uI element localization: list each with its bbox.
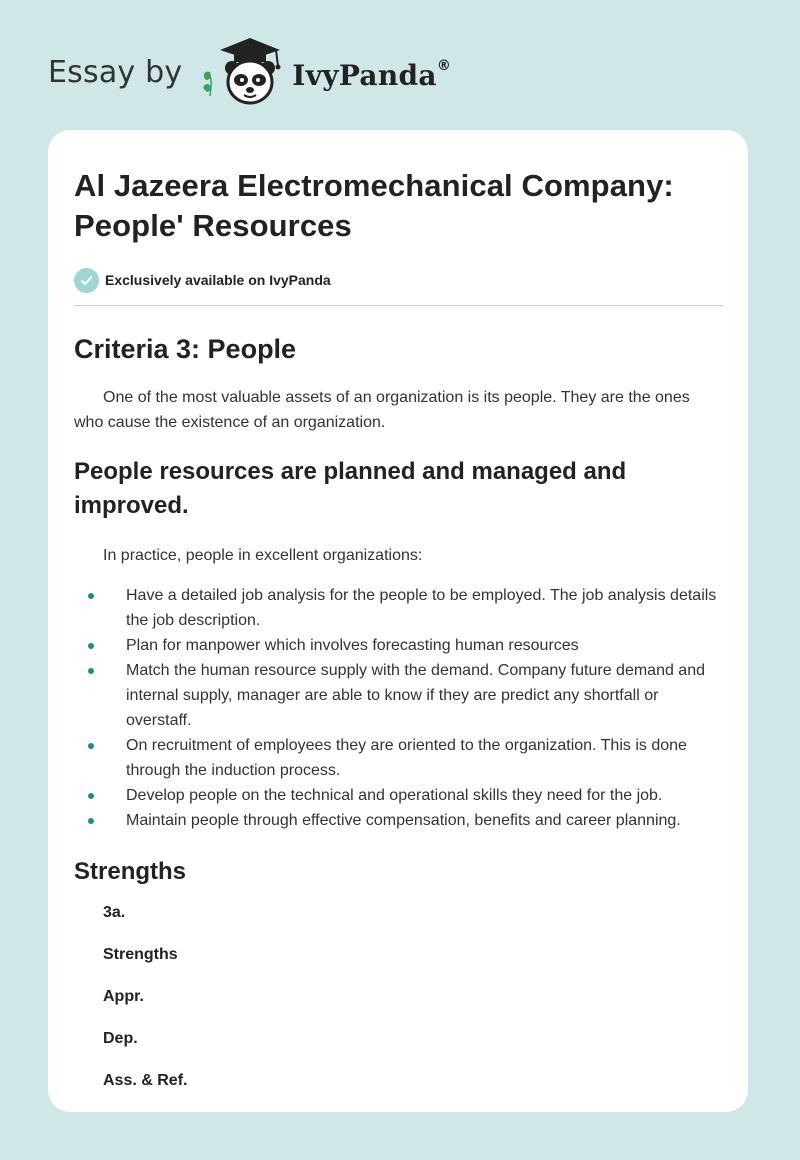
- strengths-heading: Strengths: [74, 858, 187, 885]
- ivypanda-logo-icon[interactable]: [198, 36, 290, 108]
- bullet-dot-icon: [88, 593, 94, 599]
- label-item: Strengths: [103, 946, 178, 963]
- practice-list: [74, 583, 723, 833]
- label-item: Appr.: [103, 988, 144, 1005]
- bullet-dot-icon: [88, 668, 94, 674]
- list-item: Have a detailed job analysis for the people to be employed. The job analysis details the job description.: [74, 583, 723, 633]
- exclusive-label: Exclusively available on IvyPanda: [105, 272, 331, 288]
- list-item: Match the human resource supply with the demand. Company future demand and internal supply, manager are able to know if they are predict any shortfall or overstaff.: [74, 658, 723, 733]
- essay-by-label: Essay by: [48, 54, 183, 90]
- essay-title: Al Jazeera Electromechanical Company: People' Resources: [74, 168, 674, 243]
- list-item: On recruitment of employees they are oriented to the organization. This is done through the induction process.: [74, 733, 723, 783]
- bullet-dot-icon: [88, 818, 94, 824]
- label-item: Dep.: [103, 1030, 138, 1047]
- site-header: [48, 36, 451, 108]
- ivypanda-brand[interactable]: IvyPanda®: [292, 58, 452, 92]
- bullet-dot-icon: [88, 643, 94, 649]
- bullet-dot-icon: [88, 743, 94, 749]
- bullet-dot-icon: [88, 793, 94, 799]
- exclusive-badge: [74, 267, 722, 293]
- list-item: Develop people on the technical and operational skills they need for the job.: [74, 783, 723, 808]
- check-icon: [74, 268, 99, 293]
- list-item: Maintain people through effective compensation, benefits and career planning.: [74, 808, 723, 833]
- section-heading: Criteria 3: People: [74, 334, 297, 364]
- label-item: Ass. & Ref.: [103, 1072, 188, 1089]
- intro-paragraph: One of the most valuable assets of an organization is its people. They are the ones who cause the existence of an organization.: [74, 389, 690, 431]
- strengths-labels: [74, 903, 722, 1113]
- subheading: People resources are planned and managed and improved.: [74, 458, 627, 519]
- practice-intro: In practice, people in excellent organizations:: [103, 547, 423, 564]
- label-item: 3a.: [103, 904, 126, 921]
- essay-card: [48, 130, 748, 1112]
- title-divider: [74, 305, 723, 306]
- list-item: Plan for manpower which involves forecasting human resources: [74, 633, 723, 658]
